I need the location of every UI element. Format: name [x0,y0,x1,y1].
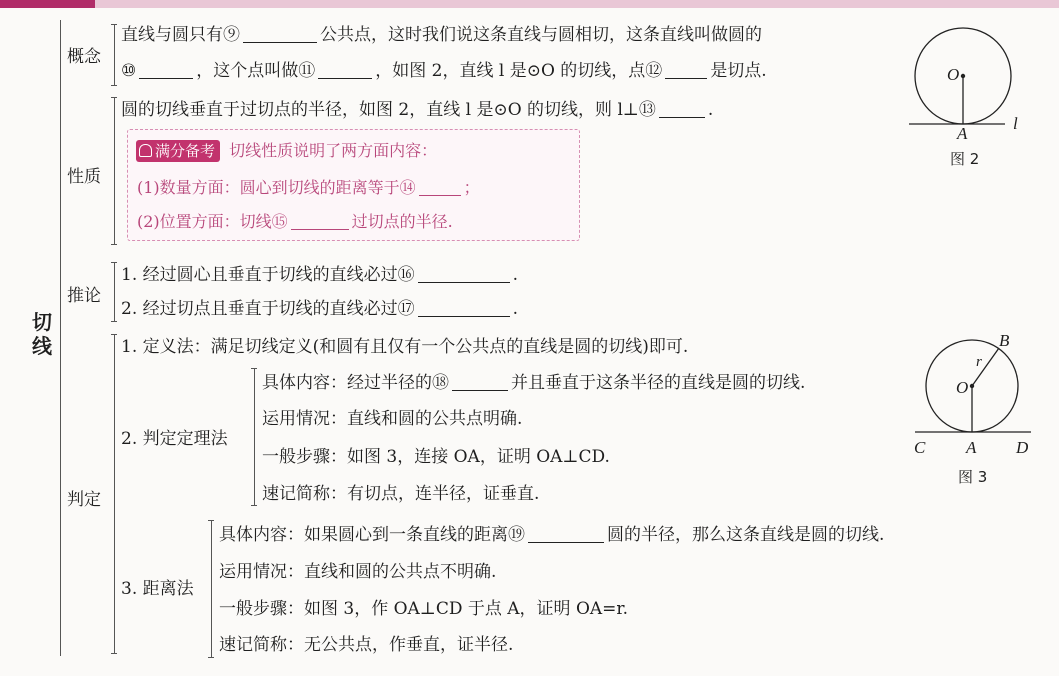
brace-property [114,97,115,245]
blank-13[interactable] [659,99,705,118]
fig2-center-dot [961,74,965,78]
method2-usage: 运用情况：直线和圆的公共点明确. [262,409,523,429]
callout-header: 满分备考 切线性质说明了两方面内容： [136,138,437,162]
brace-corollary [114,262,115,322]
category-corollary: 推论 [67,286,101,306]
brace-method3 [211,520,212,658]
fig3-label-O: O [956,378,969,397]
method2-content: 具体内容：经过半径的⑱ 并且垂直于这条半径的直线是圆的切线. [262,373,806,393]
callout-item-2: (2)位置方面：切线⑮ 过切点的半径. [137,212,453,231]
category-property: 性质 [67,167,101,187]
blank-12[interactable] [665,60,707,79]
corollary-item-1: 1. 经过圆心且垂直于切线的直线必过⑯ . [121,265,519,285]
blank-10[interactable] [139,60,193,79]
fig3-label-A: A [966,438,977,457]
callout-tag: 满分备考 [136,140,220,162]
fig2-caption: 图 2 [950,150,980,168]
blank-14[interactable] [419,177,461,196]
method3-usage: 运用情况：直线和圆的公共点不明确. [219,562,497,582]
blank-9[interactable] [243,24,317,43]
fig3-label-C: C [914,438,926,457]
corollary-item-2: 2. 经过切点且垂直于切线的直线必过⑰ . [121,299,519,319]
method3-steps: 一般步骤：如图 3，作 OA⊥CD 于点 A，证明 OA=r. [219,599,629,619]
method3-content: 具体内容：如果圆心到一条直线的距离⑲ 圆的半径，那么这条直线是圆的切线. [219,525,885,545]
header-strip [0,0,1059,8]
fig2-label-O: O [947,65,960,84]
judgment-method-1: 1. 定义法：满足切线定义(和圆有且仅有一个公共点的直线是圆的切线)即可. [121,337,689,357]
fig3-label-B: B [999,331,1010,350]
method2-short: 速记简称：有切点，连半径，证垂直. [262,484,540,504]
fig3-caption: 图 3 [958,468,988,486]
blank-18[interactable] [452,372,508,391]
method2-steps: 一般步骤：如图 3，连接 OA，证明 OA⊥CD. [262,447,610,467]
category-judgment: 判定 [67,490,101,510]
callout-item-1: (1)数量方面：圆心到切线的距离等于⑭ ； [137,178,480,197]
category-concept: 概念 [67,47,101,67]
fig3-label-r: r [976,354,982,370]
method3-short: 速记简称：无公共点，作垂直，证半径. [219,635,514,655]
blank-15[interactable] [291,211,349,230]
fig3-label-D: D [1016,438,1029,457]
main-vertical-line [60,20,61,656]
brace-judgment [114,334,115,654]
bell-icon [139,144,152,157]
concept-line-1: 直线与圆只有⑨ 公共点，这时我们说这条直线与圆相切，这条直线叫做圆的 [121,25,762,45]
property-line: 圆的切线垂直于过切点的半径，如图 2，直线 l 是⊙O 的切线，则 l⊥⑬ . [121,100,714,120]
figure-3 [915,330,1035,450]
brace-concept [114,24,115,86]
blank-17[interactable] [418,298,510,317]
judgment-method-3: 3. 距离法 [121,579,194,599]
brace-method2 [254,368,255,506]
judgment-method-2: 2. 判定定理法 [121,429,228,449]
blank-19[interactable] [528,524,604,543]
blank-11[interactable] [318,60,372,79]
fig2-label-l: l [1013,114,1018,133]
fig3-center-dot [970,384,974,388]
concept-line-2: ⑩ ，这个点叫做⑪ ，如图 2，直线 l 是⊙O 的切线，点⑫ 是切点. [121,61,767,81]
topic-title: 切线 [32,310,52,358]
blank-16[interactable] [418,264,510,283]
fig2-label-A: A [957,124,968,143]
